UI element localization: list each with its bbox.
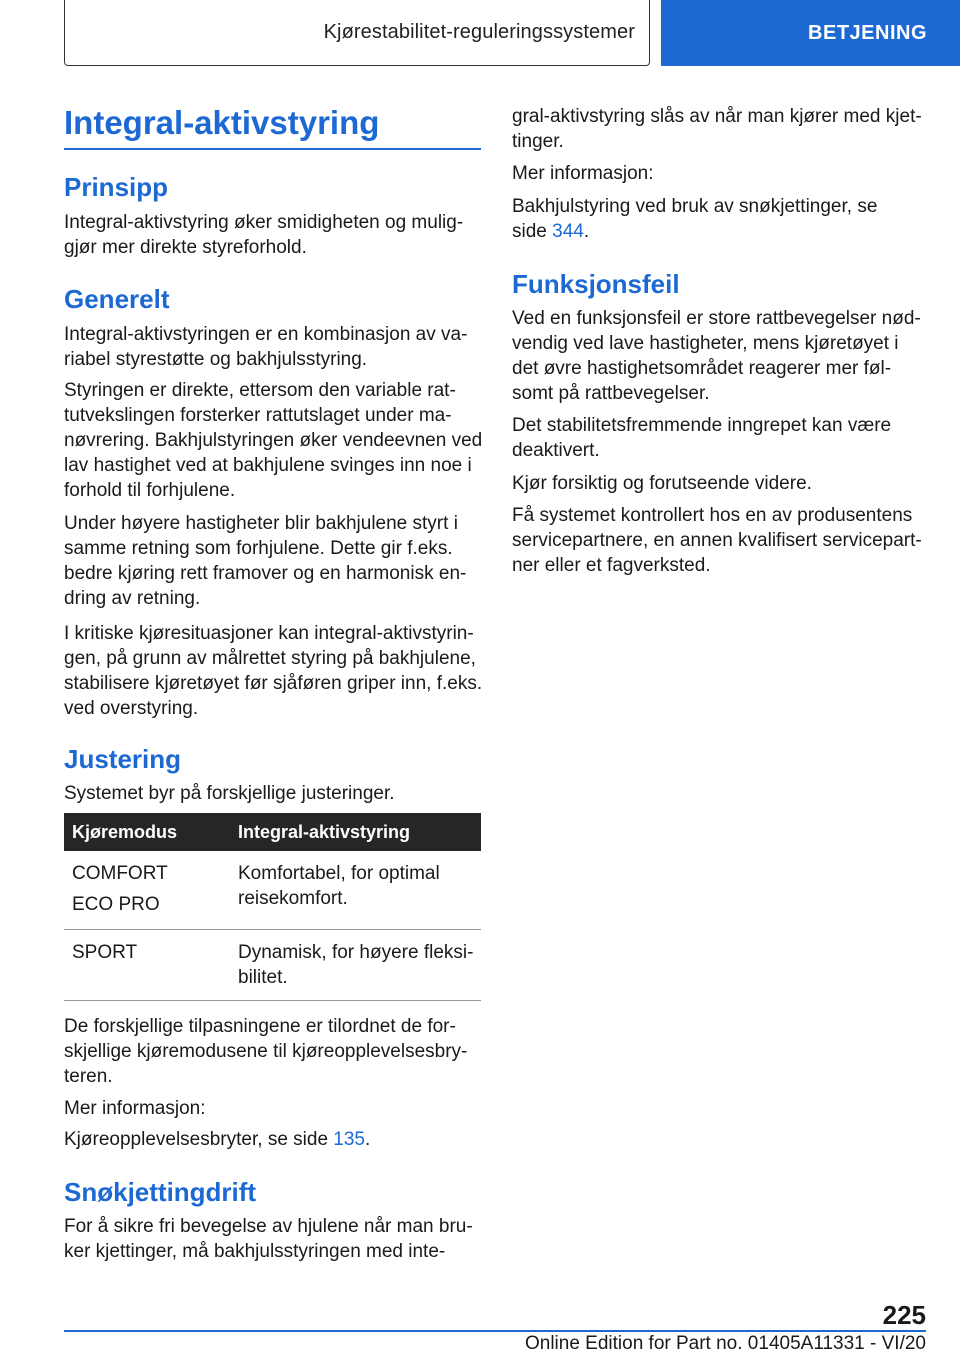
text-line: samme retning som forhjulene. Dette gir f.eks. — [64, 538, 453, 559]
header-chapter-label: BETJENING — [808, 21, 927, 44]
generelt-p3 — [64, 511, 466, 611]
justering-reference — [64, 1127, 370, 1152]
prinsipp-text — [64, 210, 463, 260]
header-section-title: Kjørestabilitet-reguleringssystemer — [323, 21, 635, 43]
header-chapter-tab[interactable] — [661, 0, 960, 66]
desc-line: Komfortabel, for optimal — [238, 863, 440, 884]
funksjonsfeil-p4 — [512, 503, 922, 578]
ref-text: Kjøreopplevelsesbryter, se side — [64, 1129, 334, 1150]
table-row — [64, 851, 481, 930]
title-divider — [64, 148, 481, 150]
footer-edition: Online Edition for Part no. 01405A11331 - VI/20 — [524, 1333, 926, 1354]
table-cell-desc — [230, 851, 481, 930]
mode-label: SPORT — [72, 942, 138, 963]
generelt-p4 — [64, 621, 482, 721]
text-line: det øvre hastighetsområdet reagerer mer føl‐ — [512, 358, 892, 379]
text-line: vendig ved lave hastigheter, mens kjøretøyet i — [512, 333, 899, 354]
text-line — [512, 219, 877, 244]
heading-prinsipp: Prinsipp — [64, 172, 169, 202]
table-row — [64, 930, 481, 1001]
text-line: Det stabilitetsfremmende inngrepet kan være — [512, 415, 892, 436]
desc-line: Dynamisk, for høyere fleksi‐ — [238, 942, 474, 963]
mode-label: ECO PRO — [72, 894, 160, 915]
text-line: tinger. — [512, 131, 564, 152]
text-line: De forskjellige tilpasningene er tilordnet de for‐ — [64, 1016, 456, 1037]
text-line: gen, på grunn av målrettet styring på bakhjulene, — [64, 648, 476, 669]
desc-line: reisekomfort. — [238, 888, 348, 909]
text-line: Bakhjulstyring ved bruk av snøkjettinger, se — [512, 196, 878, 217]
table-cell-mode — [64, 930, 230, 1001]
footer-divider — [64, 1330, 926, 1332]
text-line: skjellige kjøremodusene til kjøreopplevelsesbry‐ — [64, 1041, 468, 1062]
text-line: forhold til forhjulene. — [64, 480, 236, 501]
heading-justering: Justering — [64, 744, 182, 774]
text-line: Styringen er direkte, ettersom den variable rat‐ — [64, 380, 456, 401]
funksjonsfeil-p1 — [512, 306, 921, 406]
funksjonsfeil-p2 — [512, 413, 891, 463]
snokjetting-text — [64, 1214, 473, 1264]
text-line: Kjør forsiktig og forutseende videre. — [512, 473, 812, 494]
text-line: Integral-aktivstyring øker smidigheten og mulig‐ — [64, 212, 464, 233]
text-line: Integral-aktivstyringen er en kombinasjon av va‐ — [64, 324, 468, 345]
ref-end: . — [365, 1129, 371, 1150]
generelt-p2 — [64, 378, 482, 503]
funksjonsfeil-p3 — [512, 471, 812, 496]
text-line: Mer informasjon: — [64, 1098, 206, 1119]
text-line: Mer informasjon: — [512, 163, 654, 184]
page-title: Integral-aktivstyring — [64, 104, 380, 141]
table-header-row — [64, 813, 481, 851]
text-line: gral-aktivstyring slås av når man kjører med kjet‐ — [512, 106, 922, 127]
text-line: lav hastighet ved at bakhjulene svinges inn noe i — [64, 455, 472, 476]
desc-line: bilitet. — [238, 967, 288, 988]
text-line: deaktivert. — [512, 440, 600, 461]
ref-end: . — [583, 221, 590, 242]
ref-pre: side — [512, 221, 553, 242]
text-line: Få systemet kontrollert hos en av produsentens — [512, 505, 913, 526]
table-cell-desc — [230, 930, 481, 1001]
text-line: Under høyere hastigheter blir bakhjulene styrt i — [64, 513, 458, 534]
text-line: ved overstyring. — [64, 698, 199, 719]
text-line — [64, 1127, 370, 1152]
justering-intro — [64, 781, 395, 806]
heading-funksjonsfeil: Funksjonsfeil — [512, 269, 680, 299]
text-line: riabel styrestøtte og bakhjulsstyring. — [64, 349, 368, 370]
text-line: For å sikre fri bevegelse av hjulene når man bru‐ — [64, 1216, 473, 1237]
text-line: servicepartnere, en annen kvalifisert servicepart‐ — [512, 530, 922, 551]
snokjetting-continued — [512, 104, 922, 154]
header-section-box — [64, 0, 650, 66]
text-line: teren. — [64, 1066, 113, 1087]
table-header-steering: Integral-aktivstyring — [230, 813, 481, 851]
justering-after — [64, 1014, 467, 1089]
text-line: Systemet byr på forskjellige justeringer. — [64, 783, 395, 804]
text-line: somt på rattbevegelser. — [512, 383, 710, 404]
text-line: I kritiske kjøresituasjoner kan integral-aktivstyrin‐ — [64, 623, 474, 644]
mode-label: COMFORT — [72, 863, 168, 884]
text-line: dring av retning. — [64, 588, 201, 609]
page-number: 225 — [882, 1300, 926, 1330]
justering-more-info — [64, 1096, 206, 1121]
drive-mode-table — [64, 813, 481, 1001]
text-line: ker kjettinger, må bakhjulsstyringen med inte‐ — [64, 1241, 446, 1262]
right-more-info — [512, 161, 654, 186]
text-line: Ved en funksjonsfeil er store rattbevegelser nød‐ — [512, 308, 921, 329]
text-line: stabilisere kjøretøyet før sjåføren griper inn, f.eks. — [64, 673, 483, 694]
table-header-mode: Kjøremodus — [64, 813, 230, 851]
heading-generelt: Generelt — [64, 284, 170, 314]
page-link-135[interactable]: 135 — [333, 1129, 365, 1150]
text-line: tutvekslingen forsterker rattutslaget under ma‐ — [64, 405, 452, 426]
generelt-p1 — [64, 322, 467, 372]
table-cell-mode — [64, 851, 230, 930]
page-link-344[interactable]: 344 — [552, 221, 584, 242]
text-line: ner eller et fagverksted. — [512, 555, 711, 576]
text-line: bedre kjøring rett framover og en harmonisk en‐ — [64, 563, 467, 584]
right-reference — [512, 194, 877, 244]
heading-snokjetting: Snøkjettingdrift — [64, 1177, 257, 1207]
text-line: nøvrering. Bakhjulstyringen øker vendeevnen ved — [64, 430, 483, 451]
text-line: gjør mer direkte styreforhold. — [64, 237, 307, 258]
